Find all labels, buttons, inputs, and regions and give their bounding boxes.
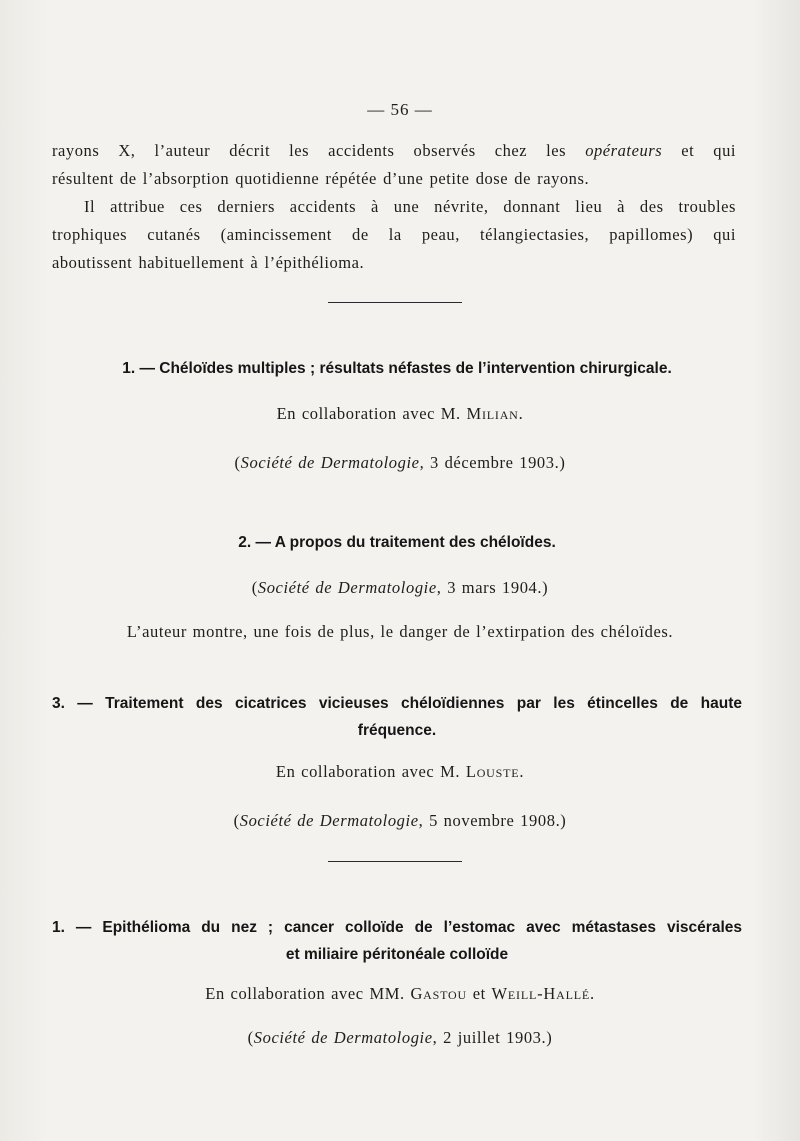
section-3-source-journal: Société de Dermatologie bbox=[239, 811, 419, 830]
section-3-heading-line-2: fréquence. bbox=[357, 722, 437, 739]
section-3-collab-prefix: En collaboration avec M. bbox=[275, 762, 461, 781]
page-number: — 56 — bbox=[367, 100, 433, 119]
intro-line-1 bbox=[52, 137, 736, 165]
section-4-collab-prefix: En collaboration avec MM. bbox=[205, 984, 405, 1003]
intro-line-1-start: rayons X, l’auteur décrit les accidents observés chez les bbox=[52, 141, 586, 160]
section-2-heading bbox=[52, 529, 742, 556]
section-3-collab-name: Louste bbox=[465, 762, 520, 781]
intro-line-3: Il attribue ces derniers accidents à une névrite, donnant lieu à des troubles bbox=[84, 197, 736, 216]
section-3-heading-line-1: 3. — Traitement des cicatrices vicieuses chéloïdiennes par les étincelles de haute bbox=[52, 695, 742, 712]
section-1-collaboration bbox=[0, 404, 800, 424]
section-1-source: (Société de Dermatologie, 3 décembre 1903.) bbox=[234, 453, 566, 472]
section-1-source-journal: Société de Dermatologie bbox=[240, 453, 420, 472]
section-4-heading-line-2: et miliaire péritonéale colloïde bbox=[285, 946, 509, 963]
section-2-source: (Société de Dermatologie, 3 mars 1904.) bbox=[251, 578, 549, 597]
section-divider-1 bbox=[328, 302, 462, 303]
section-4-source: (Société de Dermatologie, 2 juillet 1903.) bbox=[247, 1028, 553, 1047]
section-1-source-date: , 3 décembre 1903.) bbox=[419, 453, 566, 472]
section-1-heading-line: 1. — Chéloïdes multiples ; résultats néfastes de l’intervention chirurgicale. bbox=[122, 360, 672, 377]
section-4-source-date: , 2 juillet 1903.) bbox=[432, 1028, 553, 1047]
section-4-source-journal: Société de Dermatologie bbox=[253, 1028, 433, 1047]
section-3-source: (Société de Dermatologie, 5 novembre 1908.) bbox=[233, 811, 567, 830]
section-2-heading-line: 2. — A propos du traitement des chéloïdes. bbox=[238, 534, 556, 551]
section-4-heading bbox=[52, 914, 742, 968]
section-divider-2 bbox=[328, 861, 462, 862]
intro-line-1-end: et qui bbox=[662, 141, 737, 160]
intro-line-5: aboutissent habituellement à l’épithélioma. bbox=[52, 253, 365, 272]
section-4-collab-name-2: Weill-Hallé bbox=[491, 984, 590, 1003]
section-3-heading bbox=[52, 690, 742, 744]
section-4-collaboration bbox=[0, 984, 800, 1004]
intro-paragraph bbox=[52, 137, 736, 277]
section-4-collab-suffix: . bbox=[589, 984, 595, 1003]
section-1-collab-name: Milian bbox=[466, 404, 519, 423]
section-3-collab-suffix: . bbox=[519, 762, 525, 781]
section-1-collab-prefix: En collaboration avec M. bbox=[276, 404, 461, 423]
section-3-source-date: , 5 novembre 1908.) bbox=[418, 811, 567, 830]
section-2-source-journal: Société de Dermatologie bbox=[257, 578, 437, 597]
section-3-collaboration bbox=[0, 762, 800, 782]
section-4-collab-name-1: Gastou bbox=[410, 984, 467, 1003]
section-2-note: L’auteur montre, une fois de plus, le danger de l’extirpation des chéloïdes. bbox=[126, 622, 674, 641]
section-4-heading-line-1: 1. — Epithélioma du nez ; cancer colloïde de l’estomac avec métastases viscérales bbox=[52, 919, 742, 936]
intro-line-2: résultent de l’absorption quotidienne répétée d’une petite dose de rayons. bbox=[52, 169, 590, 188]
intro-line-1-italic: opérateurs bbox=[585, 141, 663, 160]
section-4-collab-joiner: et bbox=[466, 984, 492, 1003]
section-1-collab-suffix: . bbox=[518, 404, 524, 423]
section-1-heading bbox=[52, 355, 742, 382]
intro-line-4: trophiques cutanés (amincissement de la peau, télangiectasies, papillomes) qui bbox=[52, 225, 736, 244]
section-2-source-date: , 3 mars 1904.) bbox=[436, 578, 549, 597]
